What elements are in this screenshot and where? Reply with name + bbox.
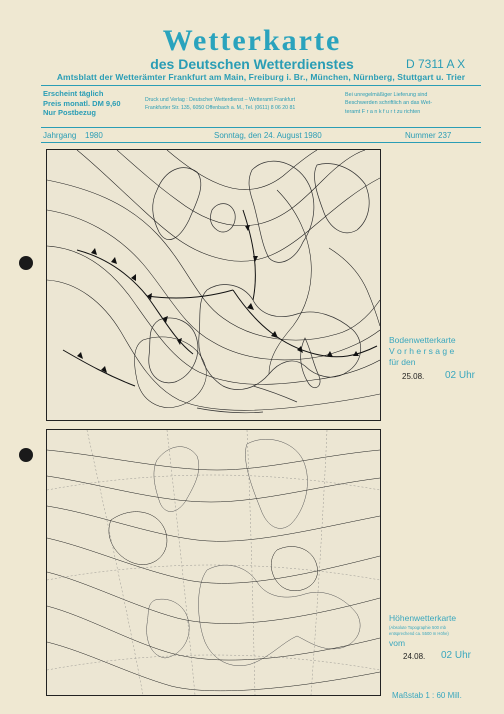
punch-hole [19, 256, 33, 270]
delivery-complaints-info [345, 91, 432, 116]
complaints-line: Beschwerden schriftlich an das Wet- [345, 100, 433, 107]
caption-line: V o r h e r s a g e [389, 346, 455, 356]
divider [41, 85, 481, 86]
surface-map-date: 25.08. [402, 372, 425, 381]
divider [41, 127, 481, 128]
publication-code: D 7311 A X [406, 57, 466, 71]
complaints-line: teramt F r a n k f u r t zu richten [345, 108, 421, 115]
upper-map-note [389, 625, 449, 636]
issue-date: Sonntag, den 24. August 1980 [214, 131, 322, 140]
volume-label: Jahrgang [43, 131, 77, 140]
upper-map-vom: vom [389, 638, 406, 648]
front-symbols [77, 225, 359, 373]
publisher-line: Frankfurter Str. 135, 6050 Offenbach a. M., Tel. (0611) 8 06 20 81 [145, 105, 296, 111]
masthead-subtitle: des Deutschen Wetterdienstes [150, 56, 354, 72]
upper-map-date: 24.08. [403, 652, 426, 661]
upper-air-map [46, 429, 381, 696]
upper-map-time: 02 Uhr [441, 650, 472, 661]
publisher-line: Druck und Verlag : Deutscher Wetterdienst – Wetteramt Frankfurt [145, 97, 296, 103]
upper-map-drawing [47, 430, 380, 695]
surface-map-drawing [47, 150, 380, 420]
surface-weather-map [46, 149, 381, 421]
map-scale: Maßstab 1 : 60 Mill. [392, 691, 462, 700]
note-line: (Absolute Topographie 500 mb [389, 625, 446, 630]
subscription-line: Erscheint täglich [43, 89, 104, 98]
issuing-offices: Amtsblatt der Wetterämter Frankfurt am Main, Freiburg i. Br., München, Nürnberg, Stuttgart u. Trier [56, 72, 466, 82]
isobars [47, 150, 380, 410]
surface-map-time: 02 Uhr [445, 370, 476, 381]
volume-year: 1980 [85, 131, 103, 140]
subscription-info [43, 89, 121, 118]
divider [41, 142, 481, 143]
upper-map-caption: Höhenwetterkarte [389, 613, 457, 623]
publisher-info [145, 96, 295, 112]
fronts [63, 210, 377, 386]
surface-map-caption [389, 335, 456, 368]
note-line: entsprechend ca. 5500 m Höhe) [389, 630, 449, 636]
masthead-title: Wetterkarte [162, 24, 342, 57]
issue-number: 237 [438, 131, 452, 140]
number-label: Nummer [405, 131, 436, 140]
subscription-line: Preis monatl. DM 9,60 [43, 98, 121, 108]
caption-line: Bodenwetterkarte [389, 335, 456, 345]
coastlines [149, 161, 369, 413]
punch-hole [19, 448, 33, 462]
caption-line: für den [389, 357, 416, 367]
subscription-line: Nur Postbezug [43, 108, 96, 117]
complaints-line: Bei unregelmäßiger Lieferung sind [345, 92, 428, 98]
